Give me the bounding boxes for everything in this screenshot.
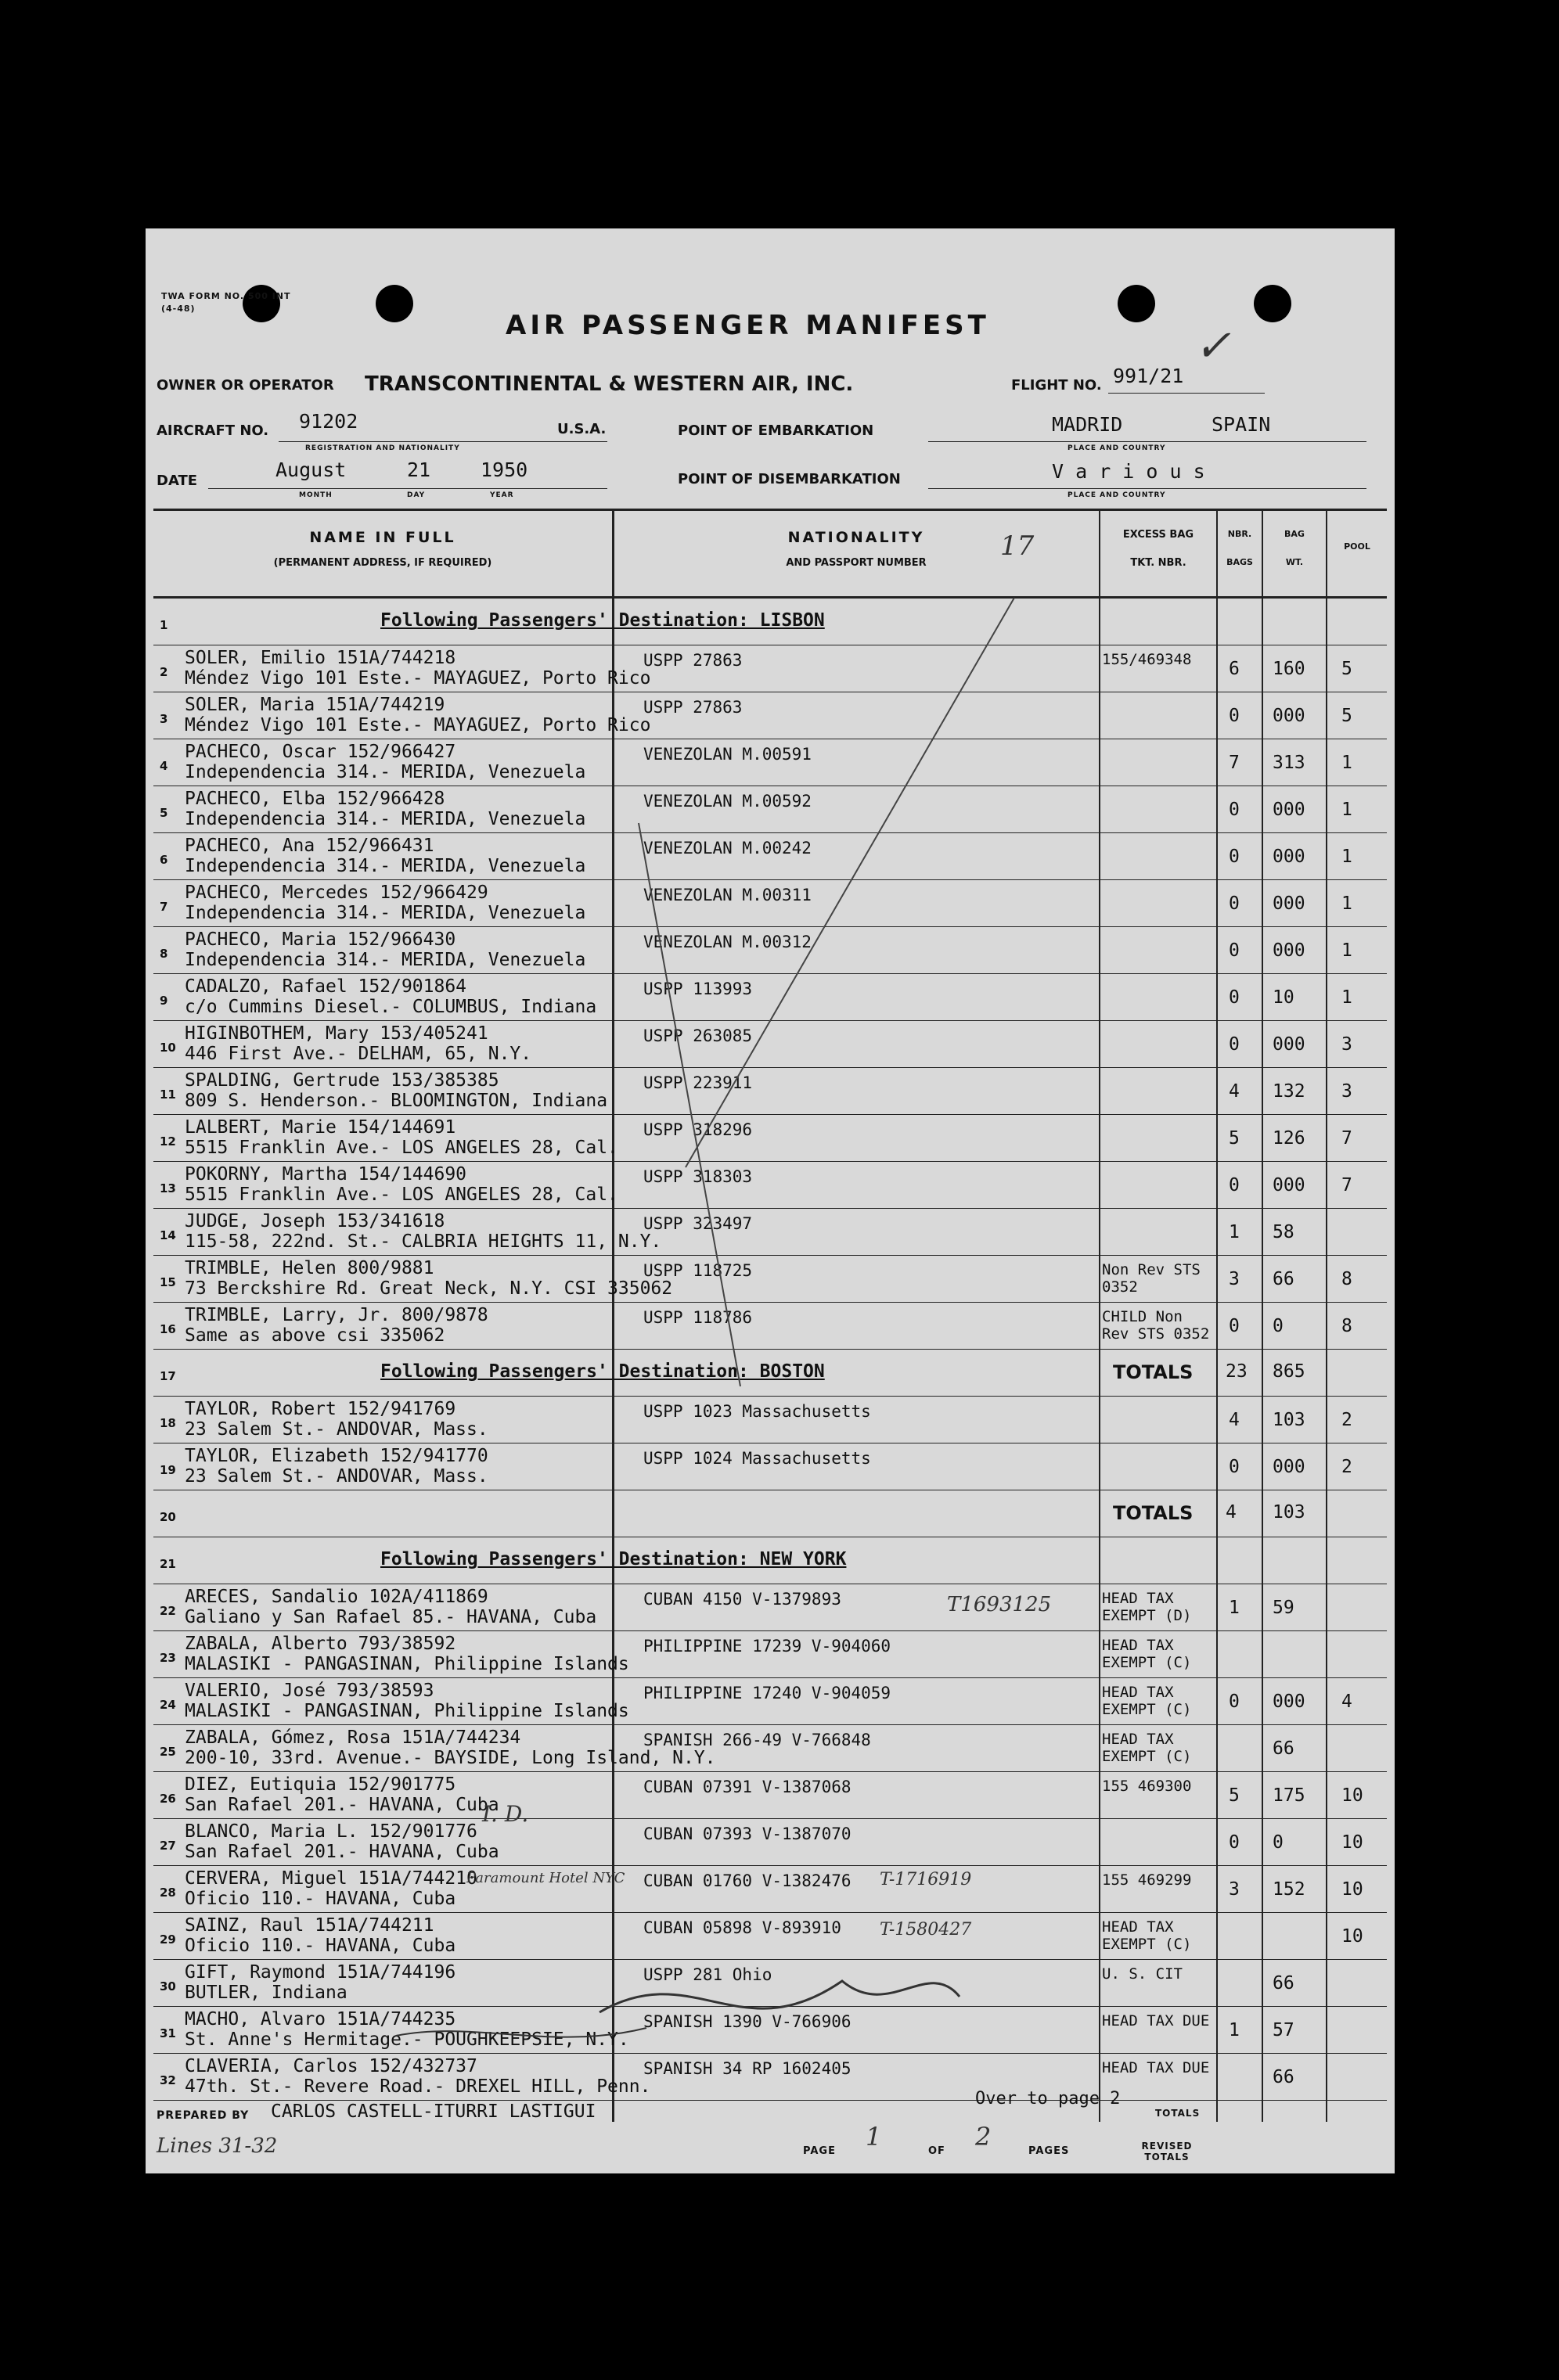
page-number: 1 (866, 2122, 882, 2152)
bag-count: 4 (1229, 1081, 1240, 1102)
check-mark: ✓ (1194, 321, 1231, 372)
row-number: 29 (160, 1932, 176, 1947)
aircraft-number: 91202 (299, 410, 358, 433)
passenger-passport: PHILIPPINE 17240 V-904059 (643, 1684, 891, 1702)
bag-weight: 66 (1273, 1738, 1294, 1759)
passenger-name: DIEZ, Eutiquia 152/901775 (185, 1774, 456, 1795)
pool-number: 1 (1341, 940, 1352, 961)
totals-weight: 865 (1273, 1361, 1305, 1382)
totals-label: TOTALS (1113, 1361, 1194, 1383)
passenger-address: Independencia 314.- MERIDA, Venezuela (185, 856, 586, 876)
row-number: 12 (160, 1134, 176, 1149)
annotation-id: I. D. (482, 1801, 529, 1827)
embark-caption: PLACE AND COUNTRY (1068, 444, 1166, 452)
embark-label: POINT OF EMBARKATION (678, 422, 874, 439)
passenger-name: JUDGE, Joseph 153/341618 (185, 1211, 445, 1231)
passenger-passport: USPP 318296 (643, 1120, 753, 1139)
bag-count: 3 (1229, 1269, 1240, 1289)
passenger-name: POKORNY, Martha 154/144690 (185, 1164, 467, 1185)
disembark-caption: PLACE AND COUNTRY (1068, 491, 1166, 499)
passenger-passport: USPP 113993 (643, 980, 753, 998)
row-number: 10 (160, 1041, 176, 1055)
passenger-name: ZABALA, Gómez, Rosa 151A/744234 (185, 1727, 521, 1748)
day-caption: DAY (407, 491, 426, 499)
pool-number: 2 (1341, 1410, 1352, 1430)
row-number: 19 (160, 1463, 176, 1477)
bag-weight: 10 (1273, 987, 1294, 1008)
annotation-ticket-3: T-1580427 (880, 1920, 972, 1940)
bag-weight: 66 (1273, 1973, 1294, 1994)
passenger-passport: CUBAN 01760 V-1382476 (643, 1871, 852, 1890)
passenger-name: PACHECO, Elba 152/966428 (185, 789, 445, 809)
passenger-address: Galiano y San Rafael 85.- HAVANA, Cuba (185, 1607, 597, 1627)
pool-number: 10 (1341, 1879, 1363, 1900)
passenger-name: PACHECO, Oscar 152/966427 (185, 742, 456, 762)
bag-weight: 175 (1273, 1785, 1305, 1806)
pool-number: 4 (1341, 1692, 1352, 1712)
col-header-nationality: NATIONALITY (787, 529, 925, 546)
passenger-name: TRIMBLE, Larry, Jr. 800/9878 (185, 1305, 488, 1325)
excess-bag-ticket: HEAD TAX EXEMPT (C) (1102, 1731, 1192, 1765)
totals-label: TOTALS (1113, 1502, 1194, 1524)
bag-weight: 152 (1273, 1879, 1305, 1900)
passenger-name: CLAVERIA, Carlos 152/432737 (185, 2056, 477, 2076)
col-header-nbr: NBR. (1227, 529, 1252, 539)
bag-weight: 66 (1273, 1269, 1294, 1289)
excess-bag-ticket: 155/469348 (1102, 651, 1192, 668)
pool-number: 10 (1341, 1785, 1363, 1806)
passenger-passport: USPP 263085 (643, 1026, 753, 1045)
passenger-name: BLANCO, Maria L. 152/901776 (185, 1821, 477, 1842)
passenger-passport: USPP 318303 (643, 1167, 753, 1186)
bag-weight: 000 (1273, 940, 1305, 961)
bag-weight: 000 (1273, 1034, 1305, 1055)
date-label: DATE (157, 473, 198, 489)
bag-count: 0 (1229, 893, 1240, 914)
bag-count: 0 (1229, 1832, 1240, 1853)
row-number: 3 (160, 712, 168, 726)
month-caption: MONTH (299, 491, 333, 499)
passenger-passport: SPANISH 34 RP 1602405 (643, 2059, 852, 2078)
passenger-address: 5515 Franklin Ave.- LOS ANGELES 28, Cal. (185, 1138, 618, 1158)
passenger-address: 23 Salem St.- ANDOVAR, Mass. (185, 1419, 488, 1440)
bag-count: 1 (1229, 1598, 1240, 1618)
passenger-passport: SPANISH 1390 V-766906 (643, 2012, 852, 2031)
bag-count: 0 (1229, 800, 1240, 820)
passenger-address: Oficio 110.- HAVANA, Cuba (185, 1936, 456, 1956)
passenger-passport: USPP 118786 (643, 1308, 753, 1327)
bag-count: 6 (1229, 659, 1240, 679)
bag-weight: 0 (1273, 1316, 1284, 1336)
pool-number: 8 (1341, 1269, 1352, 1289)
pool-number: 8 (1341, 1316, 1352, 1336)
destination-heading: Following Passengers' Destination: NEW YORK (380, 1549, 847, 1569)
passenger-address: 5515 Franklin Ave.- LOS ANGELES 28, Cal. (185, 1185, 618, 1205)
excess-bag-ticket: 155 469299 (1102, 1871, 1192, 1889)
passenger-address: 446 First Ave.- DELHAM, 65, N.Y. (185, 1044, 532, 1064)
bag-weight: 0 (1273, 1832, 1284, 1853)
excess-bag-ticket: CHILD Non Rev STS 0352 (1102, 1308, 1210, 1343)
row-number: 21 (160, 1557, 176, 1571)
bag-count: 0 (1229, 706, 1240, 726)
pool-number: 7 (1341, 1128, 1352, 1149)
destination-heading: Following Passengers' Destination: LISBON (380, 610, 825, 631)
row-number: 27 (160, 1839, 176, 1853)
pool-number: 5 (1341, 659, 1352, 679)
col-header-pool: POOL (1344, 541, 1370, 552)
passenger-name: LALBERT, Marie 154/144691 (185, 1117, 456, 1138)
row-number: 28 (160, 1886, 176, 1900)
form-title: AIR PASSENGER MANIFEST (506, 310, 990, 341)
pool-number: 7 (1341, 1175, 1352, 1195)
totals-weight: 103 (1273, 1502, 1305, 1523)
passenger-passport: USPP 27863 (643, 698, 743, 717)
page-label: PAGE (803, 2145, 836, 2157)
passenger-passport: USPP 27863 (643, 651, 743, 670)
passenger-address: 200-10, 33rd. Avenue.- BAYSIDE, Long Island, N.Y. (185, 1748, 716, 1768)
flight-number: 991/21 (1113, 365, 1184, 387)
embark-place: MADRID (1052, 413, 1123, 436)
pool-number: 1 (1341, 987, 1352, 1008)
bag-weight: 000 (1273, 1692, 1305, 1712)
passenger-address: 73 Berckshire Rd. Great Neck, N.Y. CSI 335062 (185, 1278, 673, 1299)
bag-weight: 160 (1273, 659, 1305, 679)
pool-number: 1 (1341, 893, 1352, 914)
passenger-address: MALASIKI - PANGASINAN, Philippine Islands (185, 1654, 629, 1674)
passenger-address: San Rafael 201.- HAVANA, Cuba (185, 1795, 499, 1815)
passenger-passport: VENEZOLAN M.00592 (643, 792, 812, 811)
col-header-excess-sub: TKT. NBR. (1130, 557, 1186, 569)
passenger-name: SOLER, Maria 151A/744219 (185, 695, 445, 715)
passenger-passport: VENEZOLAN M.00312 (643, 933, 812, 951)
passenger-passport: USPP 323497 (643, 1214, 753, 1233)
passenger-count: 17 (1000, 530, 1035, 562)
bag-weight: 103 (1273, 1410, 1305, 1430)
passenger-name: TAYLOR, Elizabeth 152/941770 (185, 1446, 488, 1466)
passenger-passport: USPP 281 Ohio (643, 1965, 772, 1984)
of-label: OF (928, 2145, 945, 2157)
bag-weight: 126 (1273, 1128, 1305, 1149)
pool-number: 1 (1341, 847, 1352, 867)
disembark-label: POINT OF DISEMBARKATION (678, 471, 901, 487)
passenger-name: HIGINBOTHEM, Mary 153/405241 (185, 1023, 488, 1044)
bag-count: 1 (1229, 1222, 1240, 1242)
col-header-excess: EXCESS BAG (1122, 529, 1194, 541)
form-date: (4-48) (161, 304, 196, 314)
bag-count: 7 (1229, 753, 1240, 773)
passenger-passport: USPP 1023 Massachusetts (643, 1402, 871, 1421)
excess-bag-ticket: HEAD TAX EXEMPT (C) (1102, 1684, 1192, 1718)
totals-bags: 4 (1226, 1502, 1237, 1523)
passenger-name: TAYLOR, Robert 152/941769 (185, 1399, 456, 1419)
passenger-name: MACHO, Alvaro 151A/744235 (185, 2009, 456, 2029)
row-number: 17 (160, 1369, 176, 1383)
passenger-name: ARECES, Sandalio 102A/411869 (185, 1587, 488, 1607)
passenger-passport: USPP 223911 (643, 1073, 753, 1092)
passenger-address: Independencia 314.- MERIDA, Venezuela (185, 903, 586, 923)
bag-weight: 66 (1273, 2067, 1294, 2087)
row-number: 25 (160, 1745, 176, 1759)
row-number: 31 (160, 2026, 176, 2040)
passenger-address: Independencia 314.- MERIDA, Venezuela (185, 950, 586, 970)
row-number: 7 (160, 900, 168, 914)
pool-number: 10 (1341, 1926, 1363, 1947)
passenger-address: c/o Cummins Diesel.- COLUMBUS, Indiana (185, 997, 597, 1017)
pool-number: 3 (1341, 1034, 1352, 1055)
excess-bag-ticket: HEAD TAX DUE (1102, 2059, 1210, 2076)
row-number: 1 (160, 618, 168, 632)
passenger-passport: PHILIPPINE 17239 V-904060 (643, 1637, 891, 1656)
passenger-passport: CUBAN 07391 V-1387068 (643, 1778, 852, 1796)
embark-country: SPAIN (1212, 413, 1271, 436)
excess-bag-ticket: HEAD TAX EXEMPT (C) (1102, 1918, 1192, 1953)
passenger-name: PACHECO, Maria 152/966430 (185, 929, 456, 950)
passenger-address: Méndez Vigo 101 Este.- MAYAGUEZ, Porto Rico (185, 668, 651, 688)
passenger-name: SAINZ, Raul 151A/744211 (185, 1915, 434, 1936)
row-number: 24 (160, 1698, 176, 1712)
bag-count: 0 (1229, 1457, 1240, 1477)
bag-count: 0 (1229, 1316, 1240, 1336)
row-number: 5 (160, 806, 168, 820)
row-number: 2 (160, 665, 168, 679)
passenger-address: San Rafael 201.- HAVANA, Cuba (185, 1842, 499, 1862)
col-header-name-sub: (PERMANENT ADDRESS, IF REQUIRED) (273, 557, 492, 569)
passenger-passport: CUBAN 05898 V-893910 (643, 1918, 841, 1937)
passenger-passport: USPP 118725 (643, 1261, 753, 1280)
row-number: 8 (160, 947, 168, 961)
pool-number: 2 (1341, 1457, 1352, 1477)
passenger-name: CERVERA, Miguel 151A/744210 (185, 1868, 477, 1889)
passenger-address: Independencia 314.- MERIDA, Venezuela (185, 762, 586, 782)
row-number: 16 (160, 1322, 176, 1336)
date-month: August (275, 458, 347, 481)
col-header-nbr-sub: BAGS (1226, 557, 1253, 567)
passenger-address: Oficio 110.- HAVANA, Cuba (185, 1889, 456, 1909)
bag-weight: 000 (1273, 1175, 1305, 1195)
bag-count: 3 (1229, 1879, 1240, 1900)
passenger-address: Méndez Vigo 101 Este.- MAYAGUEZ, Porto Rico (185, 715, 651, 735)
pages-label: PAGES (1028, 2145, 1070, 2157)
aircraft-label: AIRCRAFT NO. (157, 422, 269, 439)
passenger-passport: VENEZOLAN M.00311 (643, 886, 812, 904)
bag-count: 0 (1229, 987, 1240, 1008)
passenger-address: MALASIKI - PANGASINAN, Philippine Islands (185, 1701, 629, 1721)
registration-caption: REGISTRATION AND NATIONALITY (305, 444, 460, 452)
bag-weight: 313 (1273, 753, 1305, 773)
date-day: 21 (407, 458, 431, 481)
passenger-passport: SPANISH 266-49 V-766848 (643, 1731, 871, 1749)
manifest-document (146, 228, 1395, 2173)
bag-count: 0 (1229, 1692, 1240, 1712)
col-header-name: NAME IN FULL (309, 529, 456, 546)
passenger-passport: USPP 1024 Massachusetts (643, 1449, 871, 1468)
bag-count: 0 (1229, 847, 1240, 867)
passenger-passport: CUBAN 4150 V-1379893 (643, 1590, 841, 1609)
row-number: 11 (160, 1088, 176, 1102)
row-number: 20 (160, 1510, 176, 1524)
date-year: 1950 (481, 458, 528, 481)
passenger-address: Same as above csi 335062 (185, 1325, 445, 1346)
pool-number: 1 (1341, 753, 1352, 773)
passenger-name: ZABALA, Alberto 793/38592 (185, 1634, 456, 1654)
excess-bag-ticket: HEAD TAX EXEMPT (D) (1102, 1590, 1192, 1624)
bag-weight: 000 (1273, 893, 1305, 914)
bag-weight: 000 (1273, 1457, 1305, 1477)
bag-weight: 132 (1273, 1081, 1305, 1102)
excess-bag-ticket: Non Rev STS 0352 (1102, 1261, 1201, 1296)
row-number: 22 (160, 1604, 176, 1618)
bag-count: 0 (1229, 940, 1240, 961)
bag-weight: 000 (1273, 847, 1305, 867)
destination-heading: Following Passengers' Destination: BOSTON (380, 1361, 825, 1382)
totals-bags: 23 (1226, 1361, 1248, 1382)
passenger-passport: VENEZOLAN M.00591 (643, 745, 812, 764)
passenger-name: VALERIO, José 793/38593 (185, 1681, 434, 1701)
col-header-bag-sub: WT. (1285, 557, 1304, 567)
passenger-passport: CUBAN 07393 V-1387070 (643, 1825, 852, 1843)
excess-bag-ticket: U. S. CIT (1102, 1965, 1183, 1983)
excess-bag-ticket: 155 469300 (1102, 1778, 1192, 1795)
passenger-name: PACHECO, Ana 152/966431 (185, 836, 434, 856)
pool-number: 3 (1341, 1081, 1352, 1102)
col-header-bag: BAG (1284, 529, 1305, 539)
pages-total: 2 (975, 2122, 992, 2152)
pool-number: 5 (1341, 706, 1352, 726)
owner-label: OWNER OR OPERATOR (157, 377, 334, 394)
bag-count: 5 (1229, 1128, 1240, 1149)
passenger-name: SOLER, Emilio 151A/744218 (185, 648, 456, 668)
row-number: 18 (160, 1416, 176, 1430)
passenger-address: Independencia 314.- MERIDA, Venezuela (185, 809, 586, 829)
annotation-ticket-1: T1693125 (947, 1593, 1052, 1616)
bag-weight: 58 (1273, 1222, 1294, 1242)
row-number: 13 (160, 1181, 176, 1195)
bag-count: 0 (1229, 1175, 1240, 1195)
flight-label: FLIGHT NO. (1011, 377, 1102, 394)
bag-count: 0 (1229, 1034, 1240, 1055)
disembark-place: V a r i o u s (1052, 460, 1205, 483)
passenger-address: 47th. St.- Revere Road.- DREXEL HILL, Penn. (185, 2076, 651, 2097)
row-number: 4 (160, 759, 168, 773)
pool-number: 10 (1341, 1832, 1363, 1853)
prepared-by-name: CARLOS CASTELL-ITURRI LASTIGUI (271, 2101, 596, 2122)
passenger-address: 809 S. Henderson.- BLOOMINGTON, Indiana (185, 1091, 608, 1111)
year-caption: YEAR (490, 491, 514, 499)
row-number: 15 (160, 1275, 176, 1289)
passenger-name: GIFT, Raymond 151A/744196 (185, 1962, 456, 1983)
row-number: 30 (160, 1979, 176, 1994)
excess-bag-ticket: HEAD TAX DUE (1102, 2012, 1210, 2029)
handwriting-strokes (146, 228, 1395, 2173)
row-number: 14 (160, 1228, 176, 1242)
operator-name: TRANSCONTINENTAL & WESTERN AIR, INC. (365, 372, 854, 396)
passenger-name: CADALZO, Rafael 152/901864 (185, 976, 467, 997)
col-header-nationality-sub: AND PASSPORT NUMBER (786, 557, 927, 569)
bag-count: 4 (1229, 1410, 1240, 1430)
revised-totals-label: REVISED TOTALS (1141, 2141, 1193, 2162)
form-number: TWA FORM NO. 500 INT (161, 291, 291, 301)
over-to-page: Over to page 2 (975, 2089, 1121, 2109)
passenger-name: TRIMBLE, Helen 800/9881 (185, 1258, 434, 1278)
annotation-ticket-2: T-1716919 (880, 1870, 972, 1889)
prepared-by-label: PREPARED BY (157, 2109, 250, 2122)
row-number: 26 (160, 1792, 176, 1806)
bag-count: 5 (1229, 1785, 1240, 1806)
bag-weight: 000 (1273, 706, 1305, 726)
annotation-lines: Lines 31-32 (157, 2134, 278, 2158)
annotation-hotel: Paramount Hotel NYC (466, 1870, 625, 1886)
passenger-address: 23 Salem St.- ANDOVAR, Mass. (185, 1466, 488, 1487)
aircraft-nationality: U.S.A. (557, 421, 607, 437)
footer-totals-label: TOTALS (1155, 2108, 1201, 2119)
row-number: 32 (160, 2073, 176, 2087)
passenger-name: SPALDING, Gertrude 153/385385 (185, 1070, 499, 1091)
passenger-name: PACHECO, Mercedes 152/966429 (185, 883, 488, 903)
bag-count: 1 (1229, 2020, 1240, 2040)
bag-weight: 59 (1273, 1598, 1294, 1618)
row-number: 23 (160, 1651, 176, 1665)
passenger-passport: VENEZOLAN M.00242 (643, 839, 812, 857)
row-number: 9 (160, 994, 168, 1008)
passenger-address: 115-58, 222nd. St.- CALBRIA HEIGHTS 11, N.Y. (185, 1231, 662, 1252)
bag-weight: 000 (1273, 800, 1305, 820)
passenger-address: St. Anne's Hermitage.- POUGHKEEPSIE, N.Y. (185, 2029, 629, 2050)
pool-number: 1 (1341, 800, 1352, 820)
row-number: 6 (160, 853, 168, 867)
passenger-address: BUTLER, Indiana (185, 1983, 347, 2003)
bag-weight: 57 (1273, 2020, 1294, 2040)
excess-bag-ticket: HEAD TAX EXEMPT (C) (1102, 1637, 1192, 1671)
